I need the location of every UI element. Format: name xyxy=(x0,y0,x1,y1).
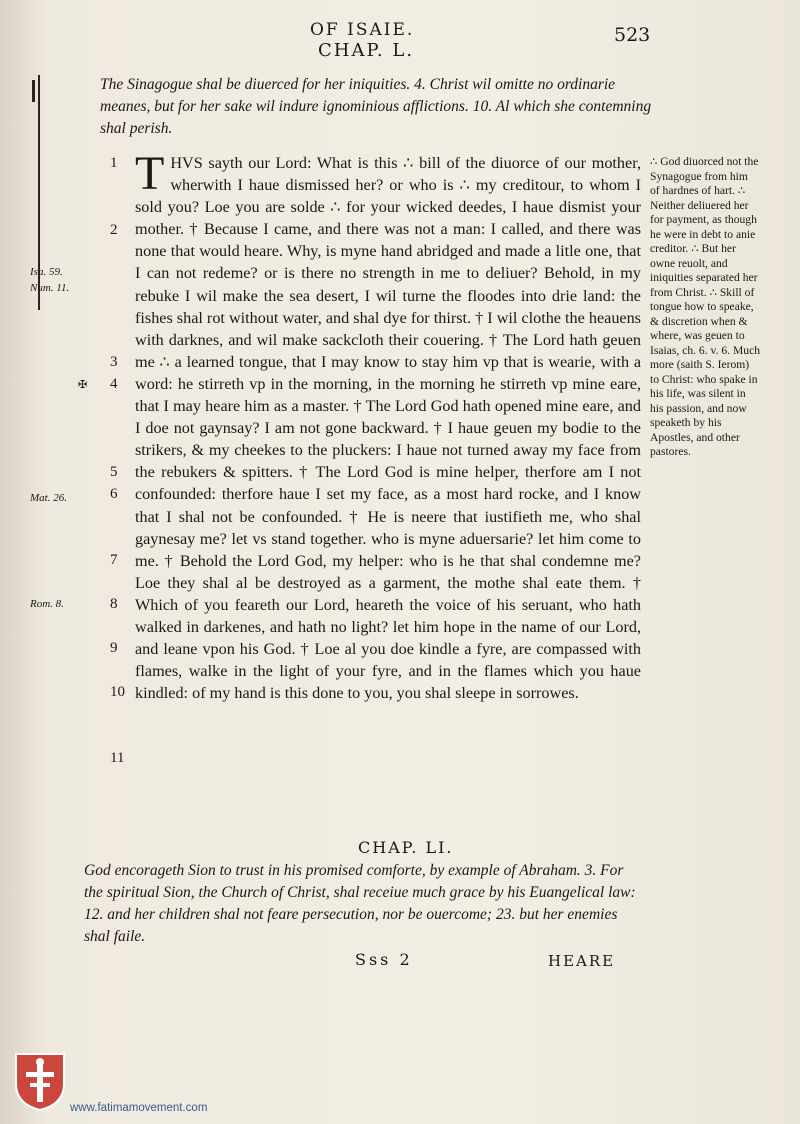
cross-reference: ✠ xyxy=(78,379,88,391)
verse-number: 2 xyxy=(110,222,118,238)
running-head: OF ISAIE. xyxy=(310,20,415,40)
signature-mark: Sss 2 xyxy=(355,950,413,969)
gutter-mark xyxy=(32,80,35,102)
watermark-url[interactable]: www.fatimamovement.com xyxy=(70,1102,208,1114)
margin-notes: ∴ God diuorced not the Synagogue from him of hardnes of hart. ∴ Neither deliuered her for payment, as though he were in debt to anie creditor. ∴ But her owne reuolt, and iniquities separated her from Christ. ∴ Skill of tongue how to speake, & discretion when & where, was geuen to Isaias, ch. 6. v. 6. Much more (saith S. Ierom) to Christ: who spake in his life, was silent in his passion, and now speaketh by his Apostles, and other pastores. xyxy=(650,155,761,458)
chapter-heading: CHAP. L. xyxy=(318,40,415,61)
shield-logo-icon xyxy=(14,1052,66,1112)
page-number: 523 xyxy=(614,24,651,46)
verse-number: 6 xyxy=(110,486,118,502)
body-text: HVS sayth our Lord: What is this ∴ bill of the diuorce of our mother, wherwith I haue dismissed her? or who is ∴ my creditour, to whom I sold you? Loe you are solde ∴ for your wicked deedes, I haue dismist your mother. † Because I came, and there was not a man: I called, and there was none that would heare. Why, is myne hand abridged and made a litle one, that I can not redeme? or is there no strength in me to deliuer? Behold, in my rebuke I wil make the sea desert, I wil turne the floodes into drie land: the fishes shal rot without water, and shal dye for thirst. † I wil clothe the heauens with darknes, and wil make sackcloth their couering. † The Lord hath geuen me ∴ a learned tongue, that I may know to stay him vp that is wearie, with a word: he stirreth vp in the morning, in the morning he stirreth vp mine eare, that I may heare him as a master. † The Lord God hath opened mine eare, and I doe not gaynsay? I am not gone backward. † I haue geuen my bodie to the strikers, & my cheekes to the pluckers: I haue not turned away my face from the rebukers & spitters. † The Lord God is mine helper, therfore am I not confounded: therfore haue I set my face, as a most hard rocke, and I know that I shal not be confounded. † He is neere that iustifieth me, who shal gaynesay me? let vs stand together. who is myne aduersarie? let him come to me. † Behold the Lord God, my helper: who is he that shal condemne me? Loe they shal al be destroyed as a garment, the mothe shal eate them. † Which of you feareth our Lord, heareth the voice of his seruant, who hath walked in darkenes, and hath no light? let him hope in the name of our Lord, and leane vpon his God. † Loe al you doe kindle a fyre, are compassed with flames, walke in the light of your fyre, and in the flames which you haue kindled: of my hand is this done to you, you shal sleepe in sorrowes. xyxy=(135,154,641,703)
catchword: HEARE xyxy=(548,952,616,970)
verse-number: 8 xyxy=(110,596,118,612)
next-chapter-summary: God encorageth Sion to trust in his promised comforte, by example of Abraham. 3. For the spiritual Sion, the Church of Christ, shal receiue much grace by his Euangelical law: 12. and her children shal not feare persecution, nor be ouercome; 23. but her enemies shal faile. xyxy=(84,862,636,945)
drop-cap: T xyxy=(135,147,165,200)
cross-reference: Mat. 26. xyxy=(30,492,67,504)
cross-reference: Isa. 59. xyxy=(30,266,63,278)
verse-number: 10 xyxy=(110,684,125,700)
verse-number: 3 xyxy=(110,354,118,370)
cross-reference: Num. 11. xyxy=(30,282,70,294)
chapter-body-text xyxy=(135,147,641,704)
verse-number: 1 xyxy=(110,155,118,171)
verse-number: 5 xyxy=(110,464,118,480)
chapter-summary: The Sinagogue shal be diuerced for her iniquities. 4. Christ wil omitte no ordinarie meanes, but for her sake wil indure ignominious afflictions. 10. Al which she contemning shal perish. xyxy=(100,76,652,137)
verse-number: 7 xyxy=(110,552,118,568)
next-chapter-heading: CHAP. LI. xyxy=(358,838,454,857)
cross-reference: Rom. 8. xyxy=(30,598,64,610)
verse-number: 9 xyxy=(110,640,118,656)
verse-number: 4 xyxy=(110,376,118,392)
verse-number: 11 xyxy=(110,750,125,766)
